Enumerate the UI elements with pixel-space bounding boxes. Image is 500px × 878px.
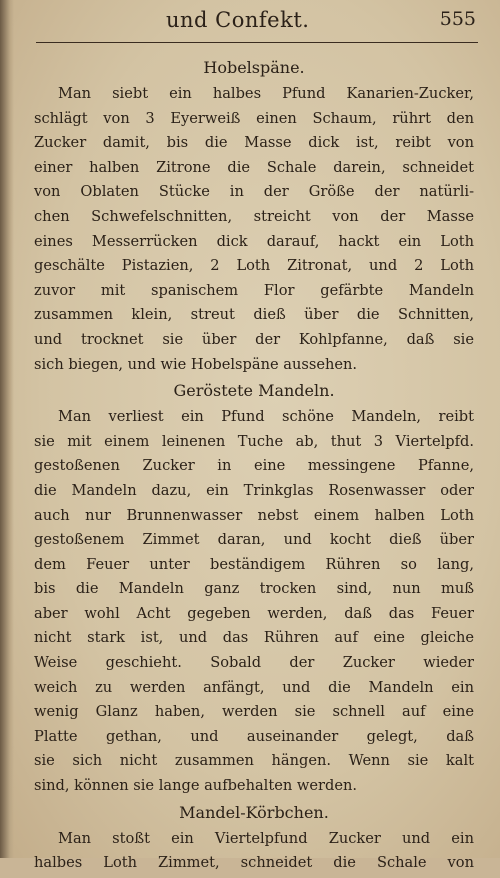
page-number: 555 [439, 8, 476, 30]
text-line: nicht stark ist, und das Rühren auf eine gleiche [34, 629, 474, 647]
text-line: sich biegen, und wie Hobelspäne aussehen. [34, 355, 358, 373]
text-line: weich zu werden anfängt, und die Mandeln ein [34, 678, 474, 696]
page-gutter-shadow [0, 0, 14, 858]
paragraph-mandel-koerbchen [34, 827, 474, 876]
text-line: bis die Mandeln ganz trocken sind, nun muß [34, 580, 474, 598]
header-rule [36, 42, 478, 43]
text-line: Man stoßt ein Viertelpfund Zucker und ein [58, 829, 474, 847]
text-line: einer halben Zitrone die Schale darein, schneidet [34, 158, 474, 176]
text-line: sie sich nicht zusammen hängen. Wenn sie kalt [34, 752, 474, 770]
text-line: geschälte Pistazien, 2 Loth Zitronat, und 2 Loth [34, 257, 474, 275]
text-line: Man verliest ein Pfund schöne Mandeln, reibt [58, 408, 474, 426]
page-body [34, 56, 474, 878]
text-line: schlägt von 3 Eyerweiß einen Schaum, rührt den [34, 109, 474, 127]
paragraph-hobelspaene [34, 82, 474, 377]
text-line: chen Schwefelschnitten, streicht von der Masse [34, 207, 474, 225]
text-line: die Mandeln dazu, ein Trinkglas Rosenwasser oder [34, 481, 474, 499]
text-line: Platte gethan, und auseinander gelegt, daß [34, 727, 474, 745]
text-line: Man siebt ein halbes Pfund Kanarien-Zucker, [58, 85, 474, 102]
text-line: aber wohl Acht gegeben werden, daß das Feuer [34, 604, 474, 622]
text-line: halbes Loth Zimmet, schneidet die Schale von [34, 854, 474, 872]
text-line: gestoßenem Zimmet daran, und kocht dieß über [34, 531, 474, 549]
text-line: zuvor mit spanischem Flor gefärbte Mandeln [34, 281, 474, 299]
text-line: gestoßenen Zucker in eine messingene Pfanne, [34, 457, 474, 475]
text-line: eines Messerrücken dick darauf, hackt ein Loth [34, 232, 474, 250]
section-heading-geroestete-mandeln: Geröstete Mandeln. [173, 381, 335, 401]
text-line: von Oblaten Stücke in der Größe der natürli- [34, 183, 474, 201]
text-line: sie mit einem leinenen Tuche ab, thut 3 Viertelpfd. [34, 432, 474, 450]
text-line: wenig Glanz haben, werden sie schnell auf eine [34, 703, 474, 721]
text-line: Zucker damit, bis die Masse dick ist, reibt von [34, 134, 474, 152]
text-line: auch nur Brunnenwasser nebst einem halben Loth [34, 506, 474, 524]
section-heading-hobelspaene: Hobelspäne. [203, 58, 305, 77]
text-line: zusammen klein, streut dieß über die Schnitten, [34, 306, 474, 324]
text-line: sind, können sie lange aufbehalten werden. [34, 777, 358, 795]
paragraph-geroestete-mandeln [34, 405, 474, 799]
section-heading-mandel-koerbchen: Mandel-Körbchen. [179, 802, 329, 822]
text-line: Weise geschieht. Sobald der Zucker wieder [34, 654, 474, 672]
running-head: und Confekt. [166, 8, 310, 32]
text-line: dem Feuer unter beständigem Rühren so lang, [34, 555, 474, 573]
text-line: und trocknet sie über der Kohlpfanne, daß sie [34, 330, 474, 348]
page-header [36, 6, 476, 36]
